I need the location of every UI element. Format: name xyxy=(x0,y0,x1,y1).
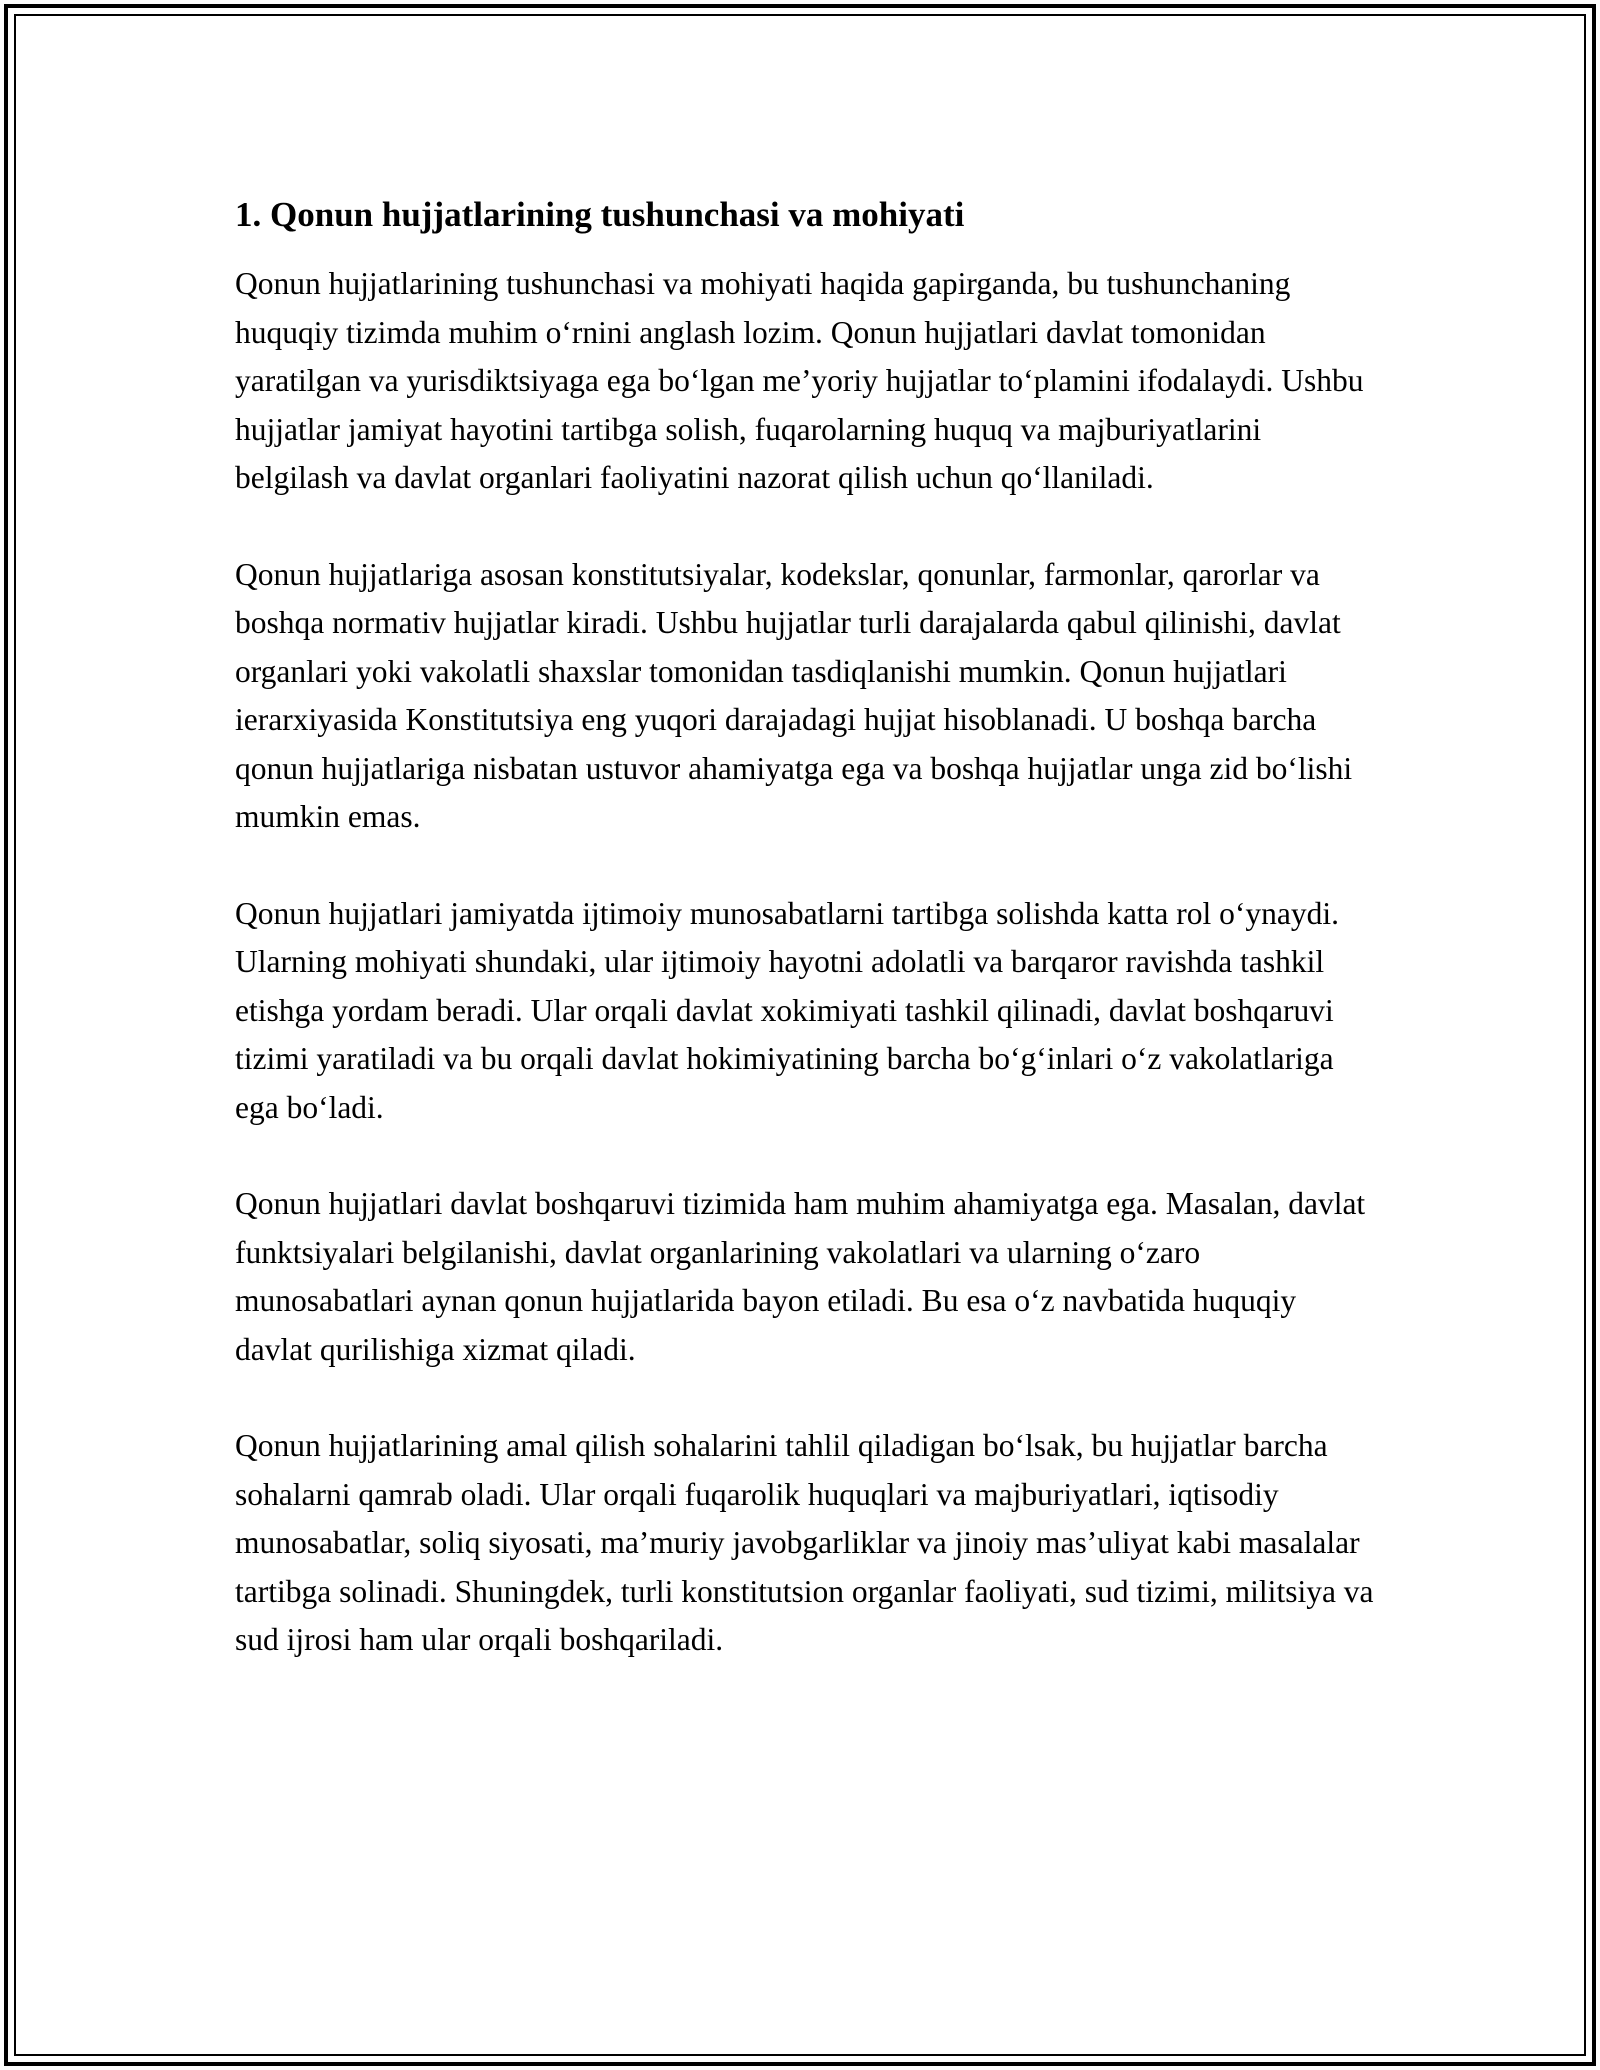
document-body xyxy=(235,190,1375,1713)
paragraph-3: Qonun hujjatlari jamiyatda ijtimoiy munosabatlarni tartibga solishda katta rol oʻynaydi. Ularning mohiyati shundaki, ular ijtimoiy hayotni adolatli va barqaror ravishda tashkil etishga yordam beradi. Ular orqali davlat xokimiyati tashkil qilinadi, davlat boshqaruvi tizimi yaratiladi va bu orqali davlat hokimiyatining barcha boʻgʻinlari oʻz vakolatlariga ega boʻladi. xyxy=(235,895,1340,1125)
paragraph-2: Qonun hujjatlariga asosan konstitutsiyalar, kodekslar, qonunlar, farmonlar, qarorlar va boshqa normativ hujjatlar kiradi. Ushbu hujjatlar turli darajalarda qabul qilinishi, davlat organlari yoki vakolatli shaxslar tomonidan tasdiqlanishi mumkin. Qonun hujjatlari ierarxiyasida Konstitutsiya eng yuqori darajadagi hujjat hisoblanadi. U boshqa barcha qonun hujjatlariga nisbatan ustuvor ahamiyatga ega va boshqa hujjatlar unga zid boʻlishi mumkin emas. xyxy=(235,556,1353,834)
paragraph-4: Qonun hujjatlari davlat boshqaruvi tizimida ham muhim ahamiyatga ega. Masalan, davlat funktsiyalari belgilanishi, davlat organlarining vakolatlari va ularning oʻzaro munosabatlari aynan qonun hujjatlarida bayon etiladi. Bu esa oʻz navbatida huquqiy davlat qurilishiga xizmat qiladi. xyxy=(235,1186,1366,1367)
section-heading: 1. Qonun hujjatlarining tushunchasi va mohiyati xyxy=(235,195,965,234)
paragraph-1: Qonun hujjatlarining tushunchasi va mohiyati haqida gapirganda, bu tushunchaning huquqiy tizimda muhim oʻrnini anglash lozim. Qonun hujjatlari davlat tomonidan yaratilgan va yurisdiktsiyaga ega boʻlgan me’yoriy hujjatlar toʻplamini ifodalaydi. Ushbu hujjatlar jamiyat hayotini tartibga solish, fuqarolarning huquq va majburiyatlarini belgilash va davlat organlari faoliyatini nazorat qilish uchun qoʻllaniladi. xyxy=(235,266,1364,495)
paragraph-5: Qonun hujjatlarining amal qilish sohalarini tahlil qiladigan boʻlsak, bu hujjatlar barcha sohalarni qamrab oladi. Ular orqali fuqarolik huquqlari va majburiyatlari, iqtisodiy munosabatlar, soliq siyosati, ma’muriy javobgarliklar va jinoiy mas’uliyat kabi masalalar tartibga solinadi. Shuningdek, turli konstitutsion organlar faoliyati, sud tizimi, militsiya va sud ijrosi ham ular orqali boshqariladi. xyxy=(235,1428,1374,1657)
